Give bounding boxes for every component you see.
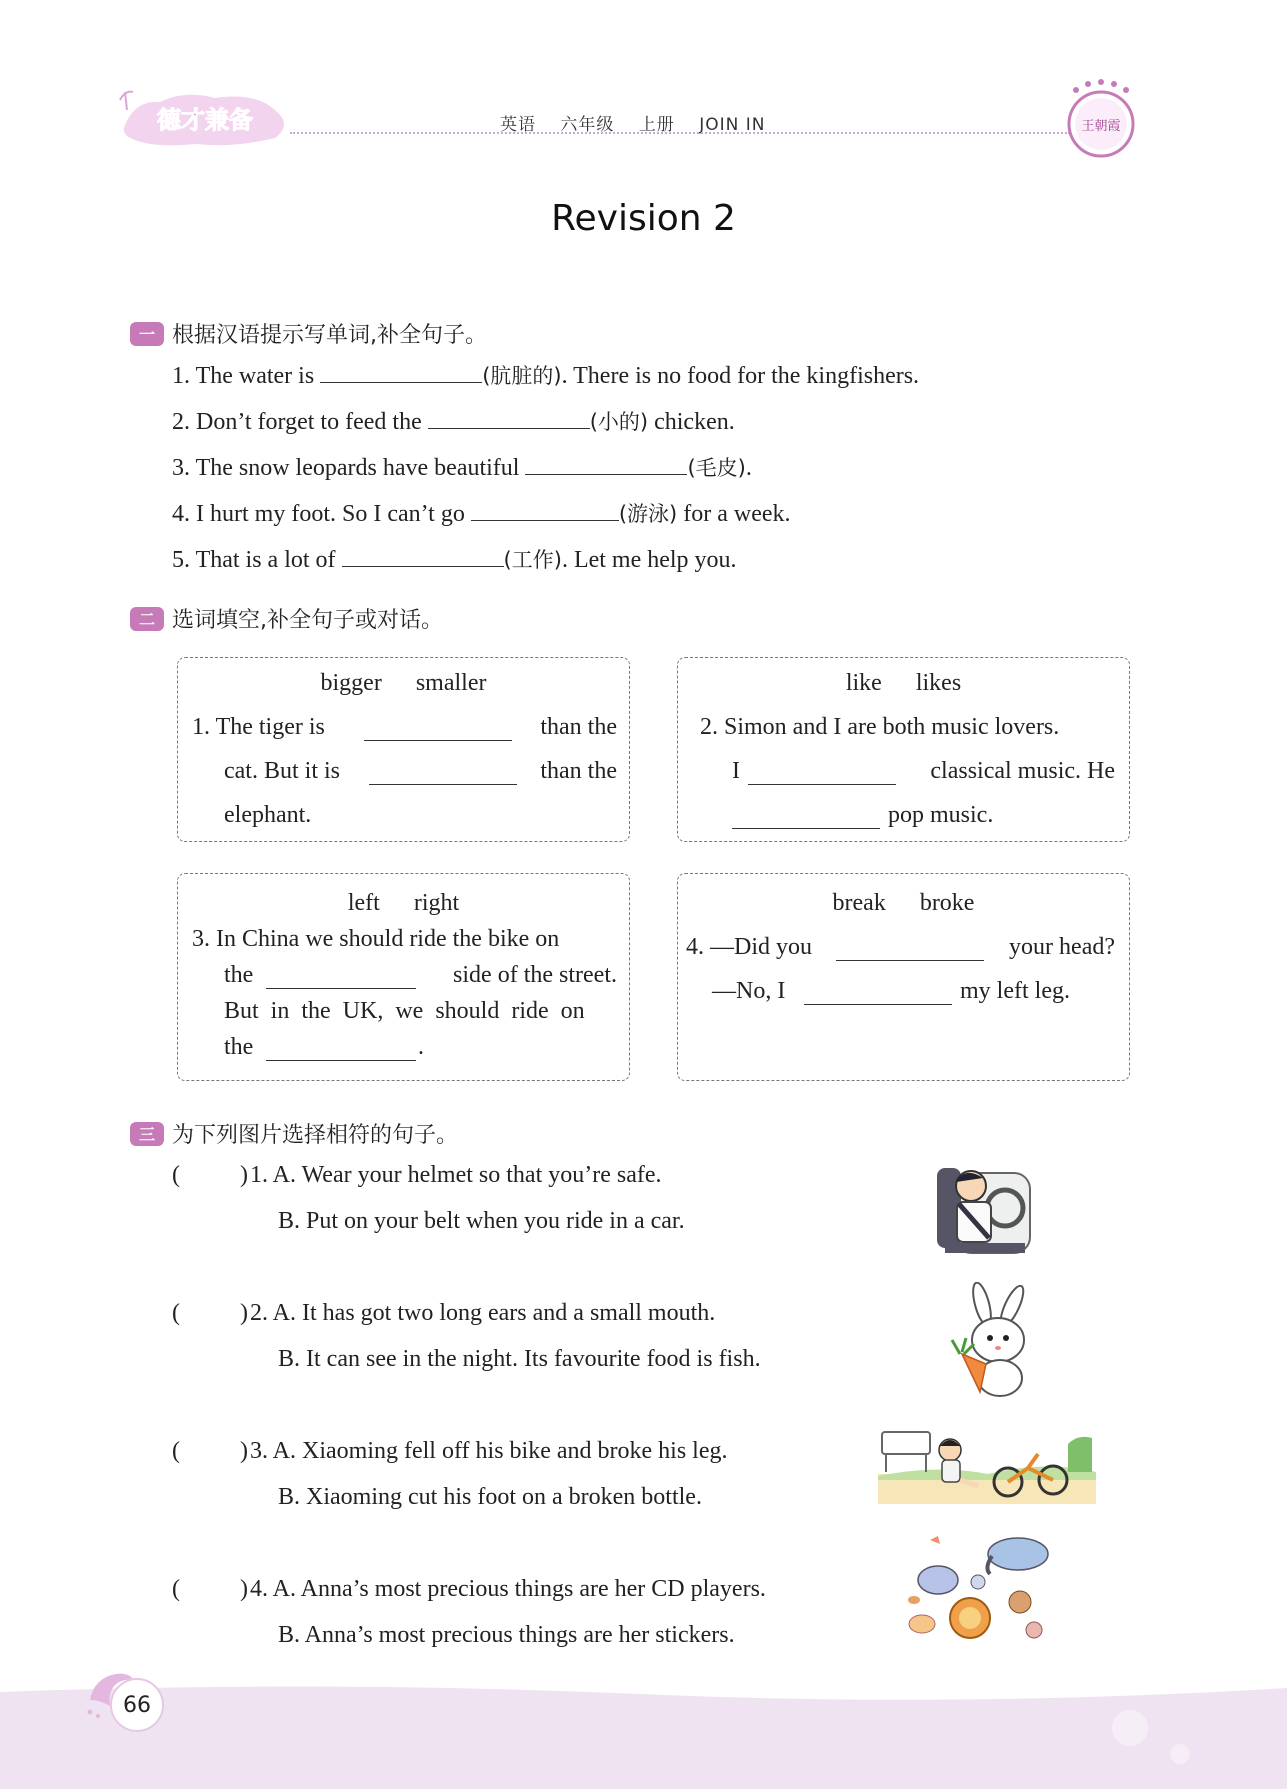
word-option: break [832,890,886,916]
word-box-3 [177,873,630,1081]
box3-line4-start: the [224,1034,254,1060]
answer-blank[interactable] [732,806,880,829]
brand-logo [115,80,295,150]
boy-seatbelt-picture [935,1158,1035,1258]
option-b: B. It can see in the night. Its favourite food is fish. [278,1346,761,1372]
section1-item [172,498,791,528]
box3-line2-start: the [224,962,254,988]
word-option: left [347,890,380,916]
item-text-pre: 2. Don’t forget to feed the [172,409,428,435]
answer-paren-open[interactable]: ( [172,1438,180,1464]
word-option: right [413,890,460,916]
answer-paren-close: ) [240,1576,248,1602]
section2-instruction: 选词填空,补全句子或对话。 [172,608,443,633]
section3-heading [130,1118,458,1149]
rabbit-carrot-picture [940,1282,1040,1400]
option-b: B. Xiaoming cut his foot on a broken bottle. [278,1484,702,1510]
animal-stickers-picture [900,1530,1060,1650]
word-box-2 [677,657,1130,842]
box1-line2-start: cat. But it is [224,758,340,784]
box1-line3: elephant. [224,802,312,828]
item-text-pre: 1. The water is [172,363,321,389]
item-text-post: . [745,455,752,481]
box1-line1-end: than the [540,714,617,740]
section1-item [172,406,735,436]
section1-item [172,360,919,390]
word-option: like [845,670,882,696]
option-a: 3. A. Xiaoming fell off his bike and broke his leg. [250,1438,728,1464]
option-b: B. Anna’s most precious things are her stickers. [278,1622,735,1648]
answer-paren-open[interactable]: ( [172,1576,180,1602]
option-a: 4. A. Anna’s most precious things are her CD players. [250,1576,766,1602]
word-options [678,670,1129,697]
item-hint: (小的) [589,410,649,434]
item-hint: (肮脏的) [482,364,562,388]
word-option: bigger [320,670,382,696]
brand-logo-text: 德才兼备 [157,106,253,134]
option-a: 1. A. Wear your helmet so that you’re safe. [250,1162,662,1188]
header-subject: 英语 [500,115,536,135]
item-text-post: . Let me help you. [561,547,737,573]
section3-instruction: 为下列图片选择相符的句子。 [172,1123,459,1148]
section1-instruction: 根据汉语提示写单词,补全句子。 [172,323,487,348]
box3-line3: But in the UK, we should ride on [224,998,585,1024]
box2-line1: 2. Simon and I are both music lovers. [700,714,1060,740]
answer-blank[interactable] [471,498,619,521]
answer-paren-open[interactable]: ( [172,1300,180,1326]
answer-blank[interactable] [320,360,482,383]
word-option: likes [915,670,962,696]
word-options [678,890,1129,917]
word-box-4 [677,873,1130,1081]
section2-badge: 二 [130,607,164,631]
answer-blank[interactable] [266,966,416,989]
boy-fell-off-bike-picture [878,1424,1096,1504]
answer-blank[interactable] [428,406,590,429]
word-box-1 [177,657,630,842]
section1-item [172,452,752,482]
page-number: 66 [110,1678,164,1732]
answer-blank[interactable] [748,762,896,785]
section1-item [172,544,737,574]
publisher-logo [1058,76,1144,166]
box4-line1-end: your head? [1009,934,1115,960]
header-series: JOIN IN [699,115,766,135]
item-text-pre: 5. That is a lot of [172,547,342,573]
answer-paren-open[interactable]: ( [172,1162,180,1188]
answer-paren-close: ) [240,1162,248,1188]
option-b: B. Put on your belt when you ride in a car. [278,1208,685,1234]
item-hint: (游泳) [618,502,678,526]
box4-line2-start: —No, I [712,978,786,1004]
header-grade: 六年级 [560,115,615,135]
word-option: broke [919,890,975,916]
box3-line1: 3. In China we should ride the bike on [192,926,560,952]
box2-line2-end: classical music. He [930,758,1115,784]
answer-paren-close: ) [240,1300,248,1326]
box1-line1-start: 1. The tiger is [192,714,325,740]
box2-line3: pop music. [888,802,994,828]
box3-line2-end: side of the street. [453,962,617,988]
publisher-logo-text: 王朝霞 [1081,119,1121,134]
word-option: smaller [415,670,487,696]
box1-line2-end: than the [540,758,617,784]
box4-line1-start: 4. —Did you [686,934,812,960]
item-text-post: . There is no food for the kingfishers. [561,363,920,389]
item-text-post: for a week. [677,501,791,527]
answer-blank[interactable] [369,762,517,785]
header-volume: 上册 [638,115,675,135]
answer-blank[interactable] [342,544,504,567]
item-hint: (工作) [503,548,562,572]
item-text-pre: 4. I hurt my foot. So I can’t go [172,501,471,527]
header-divider [290,132,1070,134]
section3-badge: 三 [130,1122,164,1146]
answer-blank[interactable] [525,452,687,475]
box2-line2-start: I [732,758,740,784]
answer-blank[interactable] [266,1038,416,1061]
word-options [178,890,629,917]
section1-heading [130,318,487,349]
box3-line4-end: . [418,1034,424,1060]
answer-blank[interactable] [804,982,952,1005]
item-text-pre: 3. The snow leopards have beautiful [172,455,526,481]
item-hint: (毛皮) [687,456,746,480]
answer-blank[interactable] [364,718,512,741]
box4-line2-end: my left leg. [960,978,1070,1004]
answer-blank[interactable] [836,938,984,961]
option-a: 2. A. It has got two long ears and a small mouth. [250,1300,716,1326]
section2-heading [130,603,443,634]
item-text-post: chicken. [648,409,735,435]
word-options [178,670,629,697]
page-title: Revision 2 [551,198,736,239]
footer-wave [0,1680,1287,1789]
section1-badge: 一 [130,322,164,346]
answer-paren-close: ) [240,1438,248,1464]
